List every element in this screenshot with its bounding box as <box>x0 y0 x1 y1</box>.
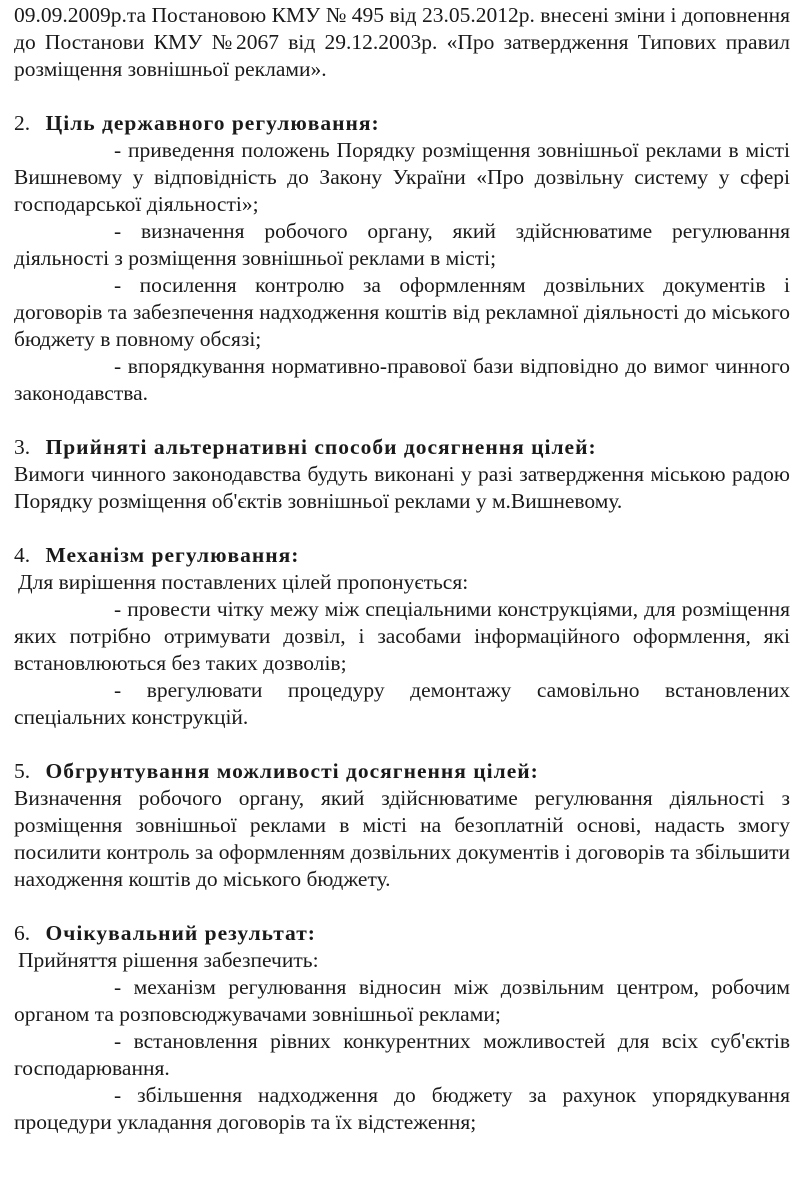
section-2 <box>14 110 790 407</box>
section-heading <box>14 110 790 137</box>
section-title: Прийняті альтернативні способи досягнення цілей: <box>45 435 597 459</box>
section-number: 2. <box>14 111 31 135</box>
section-heading <box>14 542 790 569</box>
section-6 <box>14 920 790 1136</box>
section-body: Визначення робочого органу, який здійснюватиме регулювання діяльності з розміщення зовнішньої реклами в місті на безоплатній основі, надасть змогу посилити контроль за оформленням дозвільних документів і договорів та збільшити находження коштів до міського бюджету. <box>14 786 790 891</box>
section-number: 6. <box>14 921 31 945</box>
section-heading <box>14 920 790 947</box>
section-title: Очікувальний результат: <box>45 921 316 945</box>
section-title: Ціль державного регулювання: <box>45 111 380 135</box>
intro-paragraph: 09.09.2009р.та Постановою КМУ № 495 від 23.05.2012р. внесені зміни і доповнення до Постанови КМУ №2067 від 29.12.2003р. «Про затвердження Типових правил розміщення зовнішньої реклами». <box>14 3 790 81</box>
section-4 <box>14 542 790 731</box>
list-item: - посилення контролю за оформленням дозвільних документів і договорів та забезпечення надходження коштів від рекламної діяльності до міського бюджету в повному обсязі; <box>14 273 790 351</box>
section-title: Обгрунтування можливості досягнення цілей: <box>45 759 539 783</box>
section-lead: Прийняття рішення забезпечить: <box>18 948 319 972</box>
section-number: 4. <box>14 543 31 567</box>
list-item: - збільшення надходження до бюджету за рахунок упорядкування процедури укладання договорів та їх відстеження; <box>14 1083 790 1134</box>
section-number: 3. <box>14 435 31 459</box>
list-item: - врегулювати процедуру демонтажу самовільно встановлених спеціальних конструкцій. <box>14 678 790 729</box>
list-item: - визначення робочого органу, який здійснюватиме регулювання діяльності з розміщення зовнішньої реклами в місті; <box>14 219 790 270</box>
section-heading <box>14 758 790 785</box>
list-item: - встановлення рівних конкурентних можливостей для всіх суб'єктів господарювання. <box>14 1029 790 1080</box>
section-heading <box>14 434 790 461</box>
section-title: Механізм регулювання: <box>45 543 300 567</box>
list-item: - механізм регулювання відносин між дозвільним центром, робочим органом та розповсюджувачами зовнішньої реклами; <box>14 975 790 1026</box>
section-lead: Для вирішення поставлених цілей пропонується: <box>18 570 469 594</box>
document-page <box>14 2 790 1136</box>
section-number: 5. <box>14 759 31 783</box>
section-3 <box>14 434 790 515</box>
list-item: - приведення положень Порядку розміщення зовнішньої реклами в місті Вишневому у відповідність до Закону України «Про дозвільну систему у сфері господарської діяльності»; <box>14 138 790 216</box>
section-body: Вимоги чинного законодавства будуть виконані у разі затвердження міською радою Порядку розміщення об'єктів зовнішньої реклами у м.Вишневому. <box>14 462 790 513</box>
list-item: - впорядкування нормативно-правової бази відповідно до вимог чинного законодавства. <box>14 354 790 405</box>
list-item: - провести чітку межу між спеціальними конструкціями, для розміщення яких потрібно отримувати дозвіл, і засобами інформаційного оформлення, які встановлюються без таких дозволів; <box>14 597 790 675</box>
section-5 <box>14 758 790 893</box>
